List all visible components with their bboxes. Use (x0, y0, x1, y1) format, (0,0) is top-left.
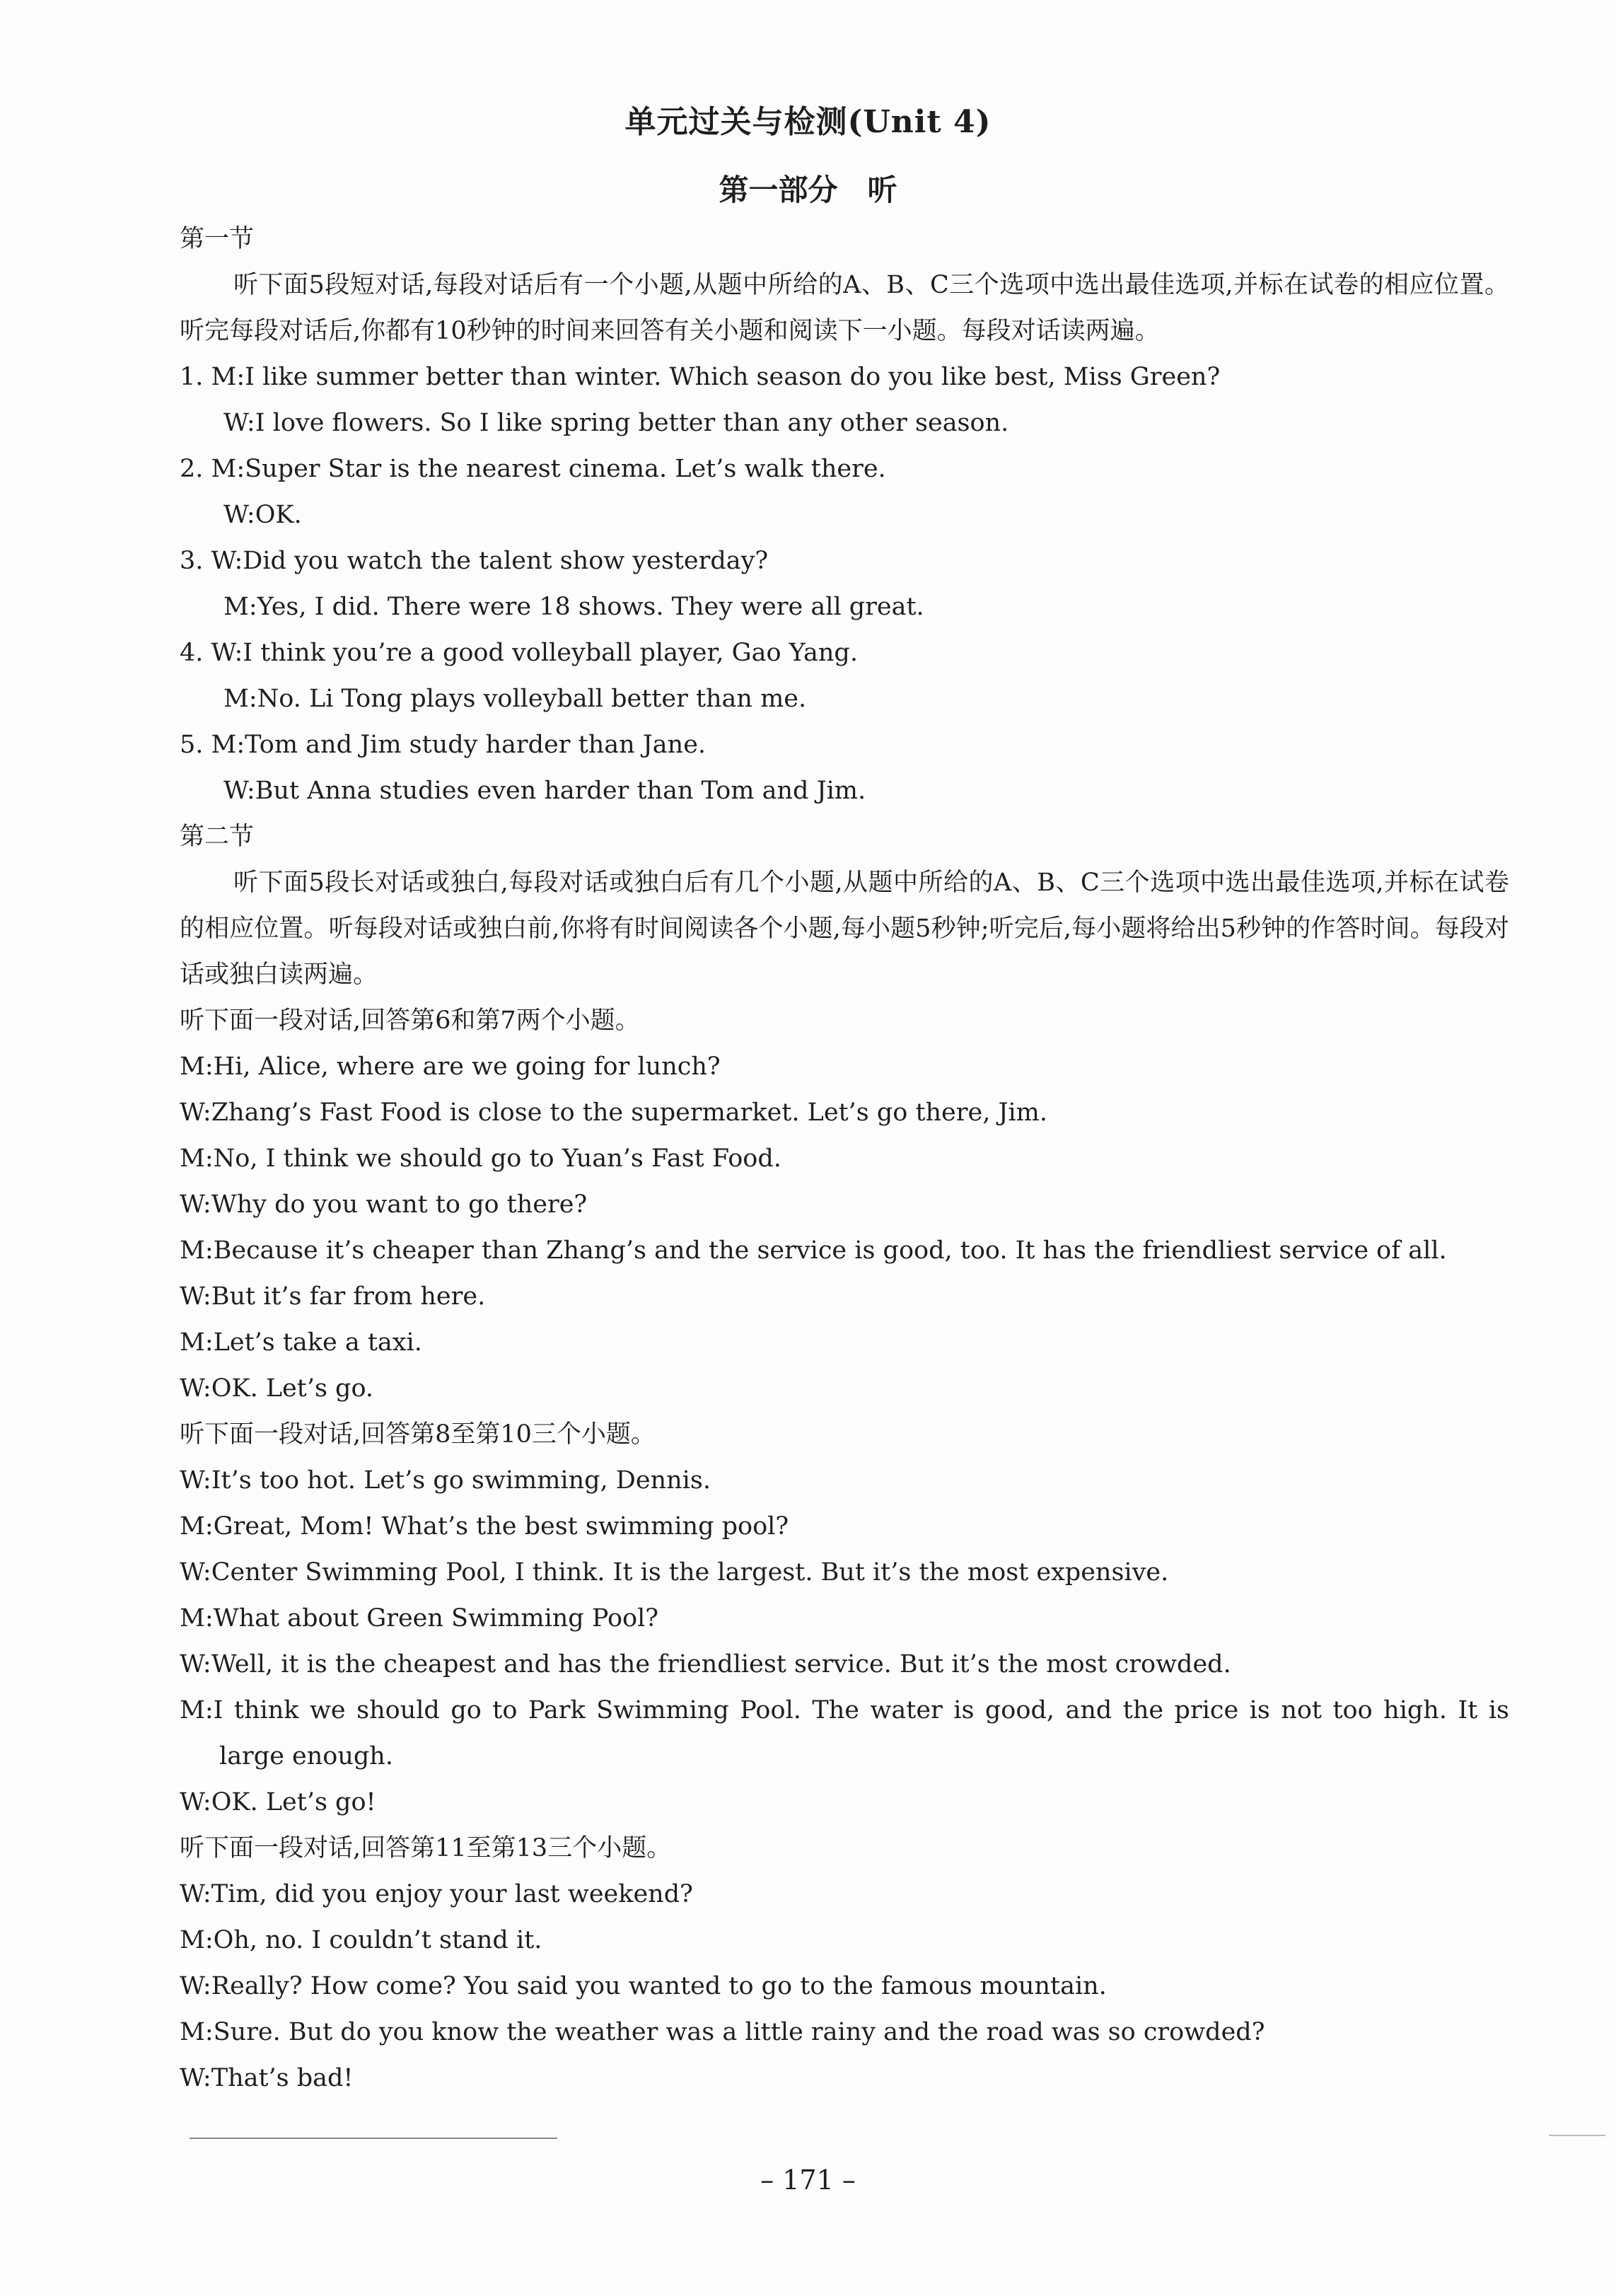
question-prompt: 听下面一段对话,回答第11至第13三个小题。 (180, 1834, 672, 1862)
dialogue-line: W:OK. Let’s go. (180, 1374, 374, 1403)
dialogue-line: 3. W:Did you watch the talent show yesterday? (180, 547, 769, 575)
dialogue-line: 2. M:Super Star is the nearest cinema. Let’s walk there. (180, 455, 886, 483)
dialogue-line: W:OK. (223, 501, 302, 529)
dialogue-line: M:Let’s take a taxi. (180, 1328, 422, 1357)
section-1 (180, 216, 1509, 2101)
dialogue-line: W:Zhang’s Fast Food is close to the supermarket. Let’s go there, Jim. (180, 1098, 1047, 1127)
dialogue-line: W:But Anna studies even harder than Tom and Jim. (223, 777, 866, 805)
dialogue-line: 5. M:Tom and Jim study harder than Jane. (180, 731, 707, 759)
dialogue-line: M:Yes, I did. There were 18 shows. They were all great. (223, 593, 924, 621)
question-prompt: 听下面一段对话,回答第6和第7两个小题。 (180, 1007, 640, 1035)
section-heading: 第二节 (180, 823, 255, 851)
dialogue-line: M:Oh, no. I couldn’t stand it. (180, 1926, 542, 1954)
dialogue-line: W:Really? How come? You said you wanted to go to the famous mountain. (180, 1972, 1107, 2000)
dialogue-line: M:Great, Mom! What’s the best swimming pool? (180, 1512, 789, 1541)
dialogue-line: W:Well, it is the cheapest and has the friendliest service. But it’s the most crowded. (180, 1650, 1231, 1678)
dialogue-line: 1. M:I like summer better than winter. Which season do you like best, Miss Green? (180, 363, 1221, 391)
dialogue-line: M:Because it’s cheaper than Zhang’s and the service is good, too. It has the friendliest service of all. (180, 1236, 1447, 1265)
dialogue-line: W:I love flowers. So I like spring better than any other season. (223, 409, 1009, 437)
dialogue-line: M:Sure. But do you know the weather was a little rainy and the road was so crowded? (180, 2018, 1265, 2046)
section-instructions: 听下面5段短对话,每段对话后有一个小题,从题中所给的A、B、C三个选项中选出最佳选项,并标在试卷的相应位置。听完每段对话后,你都有10秒钟的时间来回答有关小题和阅读下一小题。每段对话读两遍。 (180, 271, 1509, 345)
dialogue-line: M:No, I think we should go to Yuan’s Fast Food. (180, 1144, 781, 1173)
dialogue-line: W:Center Swimming Pool, I think. It is the largest. But it’s the most expensive. (180, 1558, 1169, 1587)
dialogue-line: W:But it’s far from here. (180, 1282, 486, 1311)
dialogue-line: W:Tim, did you enjoy your last weekend? (180, 1880, 693, 1908)
footer-rule (190, 2138, 557, 2139)
dialogue-line: W:That’s bad! (180, 2064, 354, 2092)
edge-mark (1549, 2135, 1605, 2136)
part-title: 第一部分 听 (719, 173, 897, 207)
section-instructions: 听下面5段长对话或独白,每段对话或独白后有几个小题,从题中所给的A、B、C三个选项中选出最佳选项,并标在试卷的相应位置。听每段对话或独白前,你将有时间阅读各个小题,每小题5秒钟;听完后,每小题将给出5秒钟的作答时间。每段对话或独白读两遍。 (180, 869, 1509, 989)
page-title: 单元过关与检测(Unit 4) (624, 104, 992, 140)
question-prompt: 听下面一段对话,回答第8至第10三个小题。 (180, 1420, 656, 1449)
page-number: – 171 – (760, 2164, 856, 2196)
dialogue-line: W:OK. Let’s go! (180, 1788, 376, 1816)
dialogue-line: M:No. Li Tong plays volleyball better than me. (223, 685, 807, 713)
dialogue-line: M:What about Green Swimming Pool? (180, 1604, 659, 1633)
dialogue-line: W:Why do you want to go there? (180, 1190, 588, 1219)
dialogue-line: M:I think we should go to Park Swimming Pool. The water is good, and the price is not too high. It is large enough. (180, 1696, 1509, 1770)
section-heading: 第一节 (180, 225, 255, 253)
dialogue-line: M:Hi, Alice, where are we going for lunch? (180, 1053, 721, 1081)
dialogue-line: W:It’s too hot. Let’s go swimming, Dennis. (180, 1466, 711, 1495)
dialogue-line: 4. W:I think you’re a good volleyball player, Gao Yang. (180, 639, 858, 667)
